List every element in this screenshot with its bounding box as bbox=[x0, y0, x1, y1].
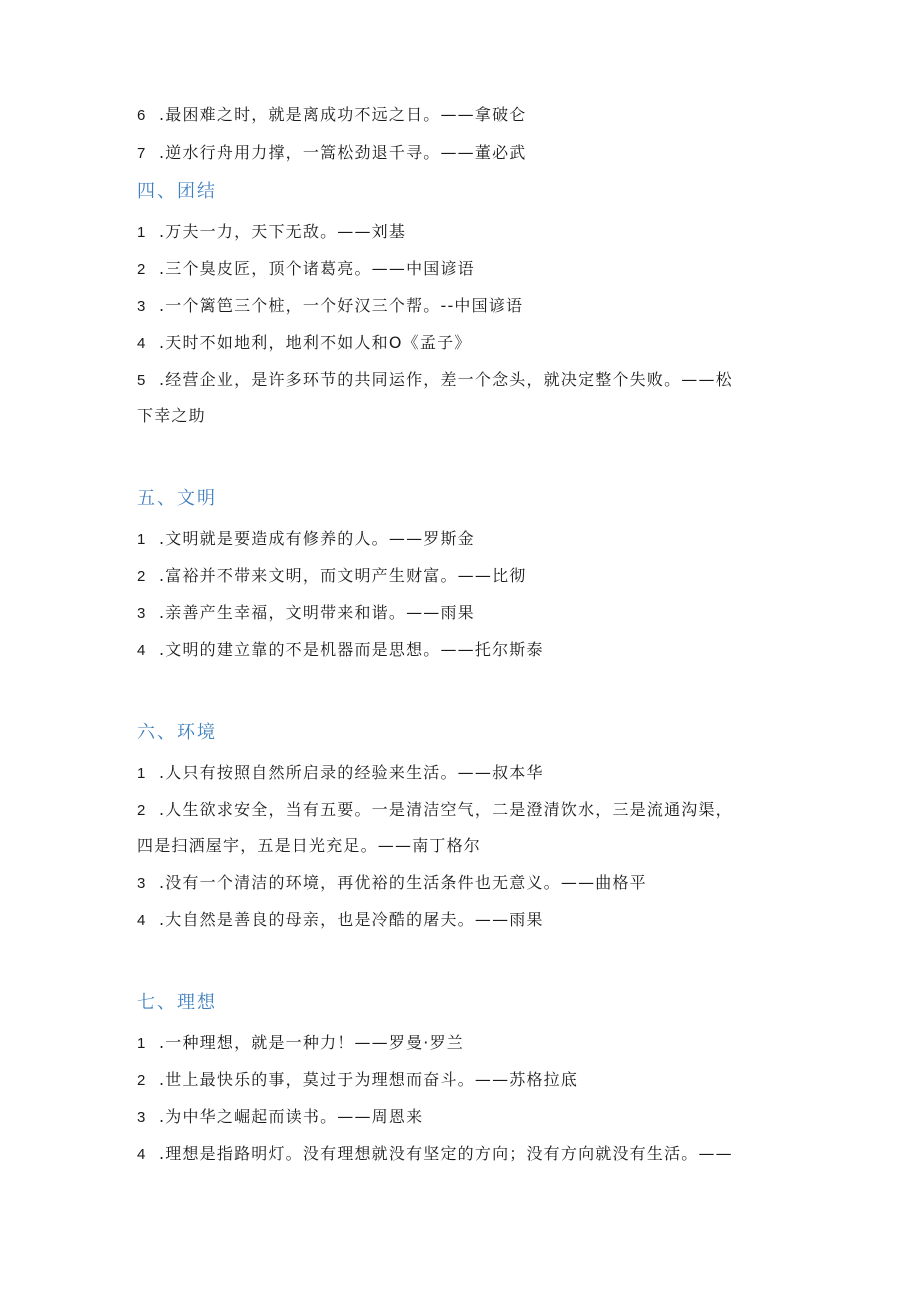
quote-text: .亲善产生幸福，文明带来和谐。——雨果 bbox=[159, 603, 475, 622]
quote-line bbox=[137, 1144, 797, 1165]
item-number: 2 bbox=[137, 568, 147, 585]
item-number: 6 bbox=[137, 107, 147, 124]
quote-line bbox=[137, 105, 797, 126]
quote-line bbox=[137, 763, 797, 784]
quote-text: .文明就是要造成有修养的人。——罗斯金 bbox=[159, 529, 475, 548]
item-number: 1 bbox=[137, 1035, 147, 1052]
quote-line bbox=[137, 1070, 797, 1091]
quote-text: .最困难之时，就是离成功不远之日。——拿破仑 bbox=[159, 105, 527, 124]
quote-text: .人只有按照自然所启录的经验来生活。——叔本华 bbox=[159, 763, 544, 782]
item-number: 4 bbox=[137, 912, 147, 929]
quote-line bbox=[137, 566, 797, 587]
quote-text: .没有一个清洁的环境，再优裕的生活条件也无意义。——曲格平 bbox=[159, 873, 647, 892]
quote-text: .世上最快乐的事，莫过于为理想而奋斗。——苏格拉底 bbox=[159, 1070, 579, 1089]
quote-continuation: 四是扫洒屋宇，五是日光充足。——南丁格尔 bbox=[137, 836, 482, 855]
quote-line bbox=[137, 296, 797, 317]
section-heading-unity: 四、团结 bbox=[137, 181, 217, 202]
quote-line bbox=[137, 910, 797, 931]
quote-line bbox=[137, 640, 797, 661]
quote-text: .一个篱笆三个桩，一个好汉三个帮。--中国谚语 bbox=[159, 296, 524, 315]
quote-text: .富裕并不带来文明，而文明产生财富。——比彻 bbox=[159, 566, 527, 585]
quote-line bbox=[137, 222, 797, 243]
quote-text: .人生欲求安全，当有五要。一是清洁空气，二是澄清饮水，三是流通沟渠， bbox=[159, 800, 733, 819]
quote-line bbox=[137, 333, 797, 354]
item-number: 1 bbox=[137, 224, 147, 241]
quote-text: .天时不如地利，地利不如人和O《孟子》 bbox=[159, 333, 472, 352]
quote-text: .为中华之崛起而读书。——周恩来 bbox=[159, 1107, 424, 1126]
item-number: 3 bbox=[137, 298, 147, 315]
quote-line bbox=[137, 370, 797, 391]
section-heading-ideals: 七、理想 bbox=[137, 992, 217, 1013]
item-number: 4 bbox=[137, 335, 147, 352]
quote-line bbox=[137, 873, 797, 894]
item-number: 4 bbox=[137, 642, 147, 659]
item-number: 4 bbox=[137, 1146, 147, 1163]
section-heading-civility: 五、文明 bbox=[137, 488, 217, 509]
quote-text: .一种理想，就是一种力！——罗曼·罗兰 bbox=[159, 1033, 464, 1052]
item-number: 1 bbox=[137, 531, 147, 548]
item-number: 3 bbox=[137, 605, 147, 622]
quote-text: .三个臭皮匠，顶个诸葛亮。——中国谚语 bbox=[159, 259, 475, 278]
item-number: 2 bbox=[137, 261, 147, 278]
quote-continuation: 下幸之助 bbox=[137, 406, 206, 425]
quote-line bbox=[137, 529, 797, 550]
item-number: 7 bbox=[137, 145, 147, 162]
quote-line bbox=[137, 1107, 797, 1128]
quote-line bbox=[137, 800, 797, 821]
item-number: 1 bbox=[137, 765, 147, 782]
item-number: 2 bbox=[137, 1072, 147, 1089]
quote-text: .经营企业，是许多环节的共同运作，差一个念头，就决定整个失败。——松 bbox=[159, 370, 733, 389]
quote-text: .大自然是善良的母亲，也是冷酷的屠夫。——雨果 bbox=[159, 910, 544, 929]
item-number: 5 bbox=[137, 372, 147, 389]
item-number: 3 bbox=[137, 1109, 147, 1126]
item-number: 3 bbox=[137, 875, 147, 892]
quote-line bbox=[137, 143, 797, 164]
quote-text: .文明的建立靠的不是机器而是思想。——托尔斯泰 bbox=[159, 640, 544, 659]
quote-text: .万夫一力，天下无敌。——刘基 bbox=[159, 222, 407, 241]
item-number: 2 bbox=[137, 802, 147, 819]
quote-line bbox=[137, 259, 797, 280]
section-heading-environment: 六、环境 bbox=[137, 722, 217, 743]
quote-line bbox=[137, 1033, 797, 1054]
quote-line bbox=[137, 603, 797, 624]
quote-text: .逆水行舟用力撑，一篙松劲退千寻。——董必武 bbox=[159, 143, 527, 162]
quote-text: .理想是指路明灯。没有理想就没有坚定的方向；没有方向就没有生活。—— bbox=[159, 1144, 733, 1163]
